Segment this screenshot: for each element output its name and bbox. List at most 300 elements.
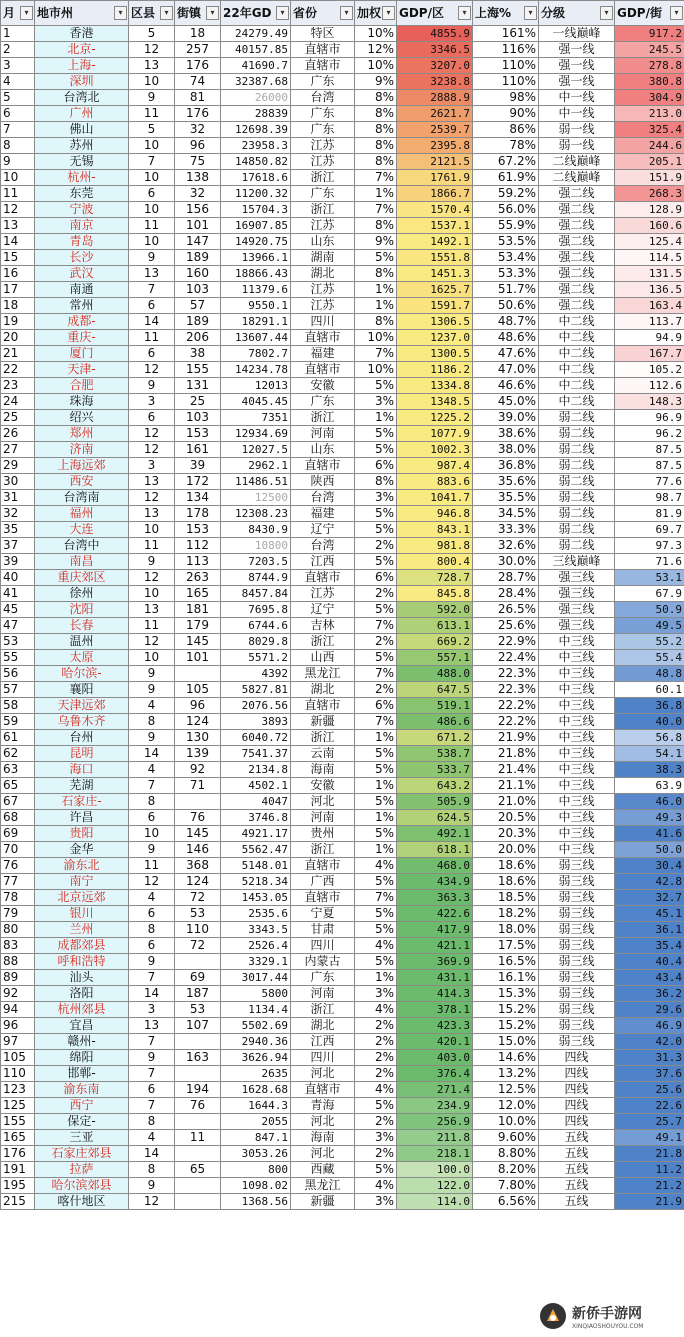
city-cell[interactable]: 无锡 [35,154,129,170]
province-cell[interactable]: 直辖市 [291,58,355,74]
city-cell[interactable]: 天津远郊 [35,698,129,714]
district-count-cell[interactable]: 6 [129,1082,175,1098]
shanghai-ratio-cell[interactable]: 110% [473,74,539,90]
city-cell[interactable]: 渝东北 [35,858,129,874]
province-cell[interactable]: 台湾 [291,490,355,506]
district-count-cell[interactable]: 12 [129,634,175,650]
gdp-per-district-cell[interactable]: 728.7 [397,570,473,586]
gdp-cell[interactable]: 12027.5 [221,442,291,458]
weight-cell[interactable]: 6% [355,458,397,474]
street-count-cell[interactable]: 187 [175,986,221,1002]
gdp-per-street-cell[interactable]: 35.4 [615,938,684,954]
rank-cell[interactable]: 6 [1,106,35,122]
province-cell[interactable]: 河北 [291,1114,355,1130]
gdp-per-street-cell[interactable]: 160.6 [615,218,684,234]
weight-cell[interactable]: 1% [355,186,397,202]
gdp-per-street-cell[interactable]: 55.4 [615,650,684,666]
province-cell[interactable]: 河南 [291,810,355,826]
gdp-cell[interactable]: 7695.8 [221,602,291,618]
tier-cell[interactable]: 中二线 [539,394,615,410]
weight-cell[interactable]: 4% [355,1002,397,1018]
gdp-cell[interactable]: 2134.8 [221,762,291,778]
gdp-per-street-cell[interactable]: 42.8 [615,874,684,890]
shanghai-ratio-cell[interactable]: 21.1% [473,778,539,794]
weight-cell[interactable]: 10% [355,58,397,74]
rank-cell[interactable]: 96 [1,1018,35,1034]
district-count-cell[interactable]: 11 [129,618,175,634]
column-header[interactable] [473,1,539,26]
weight-cell[interactable]: 3% [355,1194,397,1210]
weight-cell[interactable]: 8% [355,266,397,282]
district-count-cell[interactable]: 6 [129,346,175,362]
street-count-cell[interactable]: 72 [175,890,221,906]
city-cell[interactable]: 西安 [35,474,129,490]
city-cell[interactable]: 上海- [35,58,129,74]
district-count-cell[interactable]: 9 [129,954,175,970]
rank-cell[interactable]: 155 [1,1114,35,1130]
gdp-cell[interactable]: 2940.36 [221,1034,291,1050]
street-count-cell[interactable]: 96 [175,138,221,154]
district-count-cell[interactable]: 9 [129,378,175,394]
filter-dropdown-icon[interactable]: ▾ [340,6,353,20]
weight-cell[interactable]: 9% [355,74,397,90]
street-count-cell[interactable]: 96 [175,698,221,714]
rank-cell[interactable]: 176 [1,1146,35,1162]
weight-cell[interactable]: 4% [355,1178,397,1194]
city-cell[interactable]: 成都郊县 [35,938,129,954]
shanghai-ratio-cell[interactable]: 10.0% [473,1114,539,1130]
rank-cell[interactable]: 7 [1,122,35,138]
gdp-per-street-cell[interactable]: 87.5 [615,458,684,474]
gdp-per-street-cell[interactable]: 69.7 [615,522,684,538]
gdp-per-street-cell[interactable]: 148.3 [615,394,684,410]
province-cell[interactable]: 直辖市 [291,890,355,906]
street-count-cell[interactable]: 75 [175,154,221,170]
shanghai-ratio-cell[interactable]: 34.5% [473,506,539,522]
province-cell[interactable]: 陕西 [291,474,355,490]
gdp-per-district-cell[interactable]: 505.9 [397,794,473,810]
city-cell[interactable]: 台州 [35,730,129,746]
tier-cell[interactable]: 弱三线 [539,954,615,970]
gdp-per-district-cell[interactable]: 883.6 [397,474,473,490]
tier-cell[interactable]: 二线巅峰 [539,170,615,186]
city-cell[interactable]: 南宁 [35,874,129,890]
gdp-per-street-cell[interactable]: 36.2 [615,986,684,1002]
street-count-cell[interactable]: 181 [175,602,221,618]
gdp-per-street-cell[interactable]: 22.6 [615,1098,684,1114]
rank-cell[interactable]: 25 [1,410,35,426]
city-cell[interactable]: 广州 [35,106,129,122]
gdp-per-district-cell[interactable]: 981.8 [397,538,473,554]
gdp-per-street-cell[interactable]: 43.4 [615,970,684,986]
gdp-cell[interactable]: 12934.69 [221,426,291,442]
weight-cell[interactable]: 2% [355,586,397,602]
province-cell[interactable]: 广东 [291,186,355,202]
rank-cell[interactable]: 123 [1,1082,35,1098]
gdp-per-district-cell[interactable]: 1591.7 [397,298,473,314]
district-count-cell[interactable]: 10 [129,586,175,602]
gdp-cell[interactable]: 6744.6 [221,618,291,634]
tier-cell[interactable]: 中一线 [539,90,615,106]
tier-cell[interactable]: 五线 [539,1130,615,1146]
city-cell[interactable]: 宜昌 [35,1018,129,1034]
city-cell[interactable]: 洛阳 [35,986,129,1002]
weight-cell[interactable]: 7% [355,714,397,730]
city-cell[interactable]: 台湾中 [35,538,129,554]
gdp-per-street-cell[interactable]: 131.5 [615,266,684,282]
shanghai-ratio-cell[interactable]: 51.7% [473,282,539,298]
gdp-per-street-cell[interactable]: 56.8 [615,730,684,746]
filter-dropdown-icon[interactable]: ▾ [458,6,471,20]
tier-cell[interactable]: 弱二线 [539,458,615,474]
district-count-cell[interactable]: 4 [129,890,175,906]
district-count-cell[interactable]: 6 [129,906,175,922]
gdp-per-street-cell[interactable]: 32.7 [615,890,684,906]
gdp-per-street-cell[interactable]: 25.6 [615,1082,684,1098]
rank-cell[interactable]: 53 [1,634,35,650]
tier-cell[interactable]: 弱一线 [539,122,615,138]
street-count-cell[interactable]: 38 [175,346,221,362]
rank-cell[interactable]: 2 [1,42,35,58]
filter-dropdown-icon[interactable]: ▾ [276,6,289,20]
weight-cell[interactable]: 5% [355,794,397,810]
province-cell[interactable]: 山东 [291,442,355,458]
gdp-cell[interactable]: 3893 [221,714,291,730]
city-cell[interactable]: 佛山 [35,122,129,138]
gdp-per-district-cell[interactable]: 1306.5 [397,314,473,330]
city-cell[interactable]: 温州 [35,634,129,650]
gdp-per-district-cell[interactable]: 376.4 [397,1066,473,1082]
gdp-per-street-cell[interactable]: 45.1 [615,906,684,922]
street-count-cell[interactable]: 145 [175,826,221,842]
shanghai-ratio-cell[interactable]: 116% [473,42,539,58]
gdp-cell[interactable]: 12308.23 [221,506,291,522]
gdp-cell[interactable]: 5800 [221,986,291,1002]
rank-cell[interactable]: 105 [1,1050,35,1066]
shanghai-ratio-cell[interactable]: 21.9% [473,730,539,746]
city-cell[interactable]: 成都- [35,314,129,330]
gdp-per-street-cell[interactable]: 96.2 [615,426,684,442]
filter-dropdown-icon[interactable]: ▾ [114,6,127,20]
street-count-cell[interactable]: 53 [175,906,221,922]
province-cell[interactable]: 江西 [291,554,355,570]
filter-dropdown-icon[interactable]: ▾ [20,6,33,20]
district-count-cell[interactable]: 8 [129,1162,175,1178]
shanghai-ratio-cell[interactable]: 9.60% [473,1130,539,1146]
rank-cell[interactable]: 40 [1,570,35,586]
rank-cell[interactable]: 68 [1,810,35,826]
weight-cell[interactable]: 2% [355,1050,397,1066]
street-count-cell[interactable]: 147 [175,234,221,250]
street-count-cell[interactable]: 65 [175,1162,221,1178]
gdp-cell[interactable]: 2962.1 [221,458,291,474]
filter-dropdown-icon[interactable]: ▾ [382,6,395,20]
city-cell[interactable]: 沈阳 [35,602,129,618]
rank-cell[interactable]: 1 [1,26,35,42]
city-cell[interactable]: 汕头 [35,970,129,986]
gdp-cell[interactable]: 28839 [221,106,291,122]
gdp-per-district-cell[interactable]: 592.0 [397,602,473,618]
province-cell[interactable]: 河北 [291,1146,355,1162]
rank-cell[interactable]: 3 [1,58,35,74]
weight-cell[interactable]: 2% [355,1018,397,1034]
weight-cell[interactable]: 2% [355,1146,397,1162]
weight-cell[interactable]: 1% [355,778,397,794]
district-count-cell[interactable]: 4 [129,698,175,714]
province-cell[interactable]: 新疆 [291,1194,355,1210]
district-count-cell[interactable]: 8 [129,794,175,810]
weight-cell[interactable]: 8% [355,90,397,106]
gdp-cell[interactable]: 5562.47 [221,842,291,858]
gdp-per-district-cell[interactable]: 1866.7 [397,186,473,202]
tier-cell[interactable]: 弱三线 [539,938,615,954]
city-cell[interactable]: 厦门 [35,346,129,362]
gdp-cell[interactable]: 1644.3 [221,1098,291,1114]
city-cell[interactable]: 赣州- [35,1034,129,1050]
gdp-cell[interactable]: 3017.44 [221,970,291,986]
shanghai-ratio-cell[interactable]: 26.5% [473,602,539,618]
tier-cell[interactable]: 弱二线 [539,442,615,458]
province-cell[interactable]: 海南 [291,1130,355,1146]
rank-cell[interactable]: 94 [1,1002,35,1018]
gdp-cell[interactable]: 17618.6 [221,170,291,186]
gdp-cell[interactable]: 11379.6 [221,282,291,298]
tier-cell[interactable]: 四线 [539,1066,615,1082]
tier-cell[interactable]: 强二线 [539,218,615,234]
weight-cell[interactable]: 8% [355,122,397,138]
shanghai-ratio-cell[interactable]: 28.4% [473,586,539,602]
weight-cell[interactable]: 5% [355,442,397,458]
district-count-cell[interactable]: 13 [129,602,175,618]
gdp-per-district-cell[interactable]: 3238.8 [397,74,473,90]
province-cell[interactable]: 广东 [291,970,355,986]
city-cell[interactable]: 深圳 [35,74,129,90]
filter-dropdown-icon[interactable]: ▾ [206,6,219,20]
gdp-per-street-cell[interactable]: 60.1 [615,682,684,698]
gdp-per-street-cell[interactable]: 40.4 [615,954,684,970]
shanghai-ratio-cell[interactable]: 20.3% [473,826,539,842]
province-cell[interactable]: 江苏 [291,138,355,154]
gdp-per-street-cell[interactable]: 151.9 [615,170,684,186]
gdp-cell[interactable]: 2526.4 [221,938,291,954]
street-count-cell[interactable]: 124 [175,714,221,730]
district-count-cell[interactable]: 10 [129,170,175,186]
gdp-per-street-cell[interactable]: 50.9 [615,602,684,618]
tier-cell[interactable]: 中三线 [539,714,615,730]
district-count-cell[interactable]: 9 [129,90,175,106]
gdp-per-district-cell[interactable]: 234.9 [397,1098,473,1114]
gdp-per-district-cell[interactable]: 420.1 [397,1034,473,1050]
rank-cell[interactable]: 30 [1,474,35,490]
rank-cell[interactable]: 29 [1,458,35,474]
weight-cell[interactable]: 1% [355,410,397,426]
gdp-per-street-cell[interactable]: 113.7 [615,314,684,330]
shanghai-ratio-cell[interactable]: 20.5% [473,810,539,826]
weight-cell[interactable]: 1% [355,970,397,986]
tier-cell[interactable]: 弱三线 [539,1018,615,1034]
gdp-per-district-cell[interactable]: 3346.5 [397,42,473,58]
weight-cell[interactable]: 6% [355,698,397,714]
tier-cell[interactable]: 五线 [539,1194,615,1210]
gdp-per-district-cell[interactable]: 1002.3 [397,442,473,458]
district-count-cell[interactable]: 9 [129,1050,175,1066]
street-count-cell[interactable]: 103 [175,410,221,426]
street-count-cell[interactable]: 101 [175,218,221,234]
rank-cell[interactable]: 79 [1,906,35,922]
province-cell[interactable]: 河北 [291,1066,355,1082]
district-count-cell[interactable]: 10 [129,522,175,538]
gdp-per-district-cell[interactable]: 1761.9 [397,170,473,186]
shanghai-ratio-cell[interactable]: 33.3% [473,522,539,538]
gdp-cell[interactable]: 18866.43 [221,266,291,282]
gdp-per-street-cell[interactable]: 325.4 [615,122,684,138]
tier-cell[interactable]: 弱一线 [539,138,615,154]
gdp-per-district-cell[interactable]: 533.7 [397,762,473,778]
street-count-cell[interactable]: 189 [175,314,221,330]
weight-cell[interactable]: 1% [355,842,397,858]
gdp-per-district-cell[interactable]: 557.1 [397,650,473,666]
district-count-cell[interactable]: 9 [129,666,175,682]
weight-cell[interactable]: 7% [355,890,397,906]
tier-cell[interactable]: 中二线 [539,330,615,346]
weight-cell[interactable]: 8% [355,314,397,330]
tier-cell[interactable]: 弱二线 [539,522,615,538]
shanghai-ratio-cell[interactable]: 16.1% [473,970,539,986]
province-cell[interactable]: 西藏 [291,1162,355,1178]
tier-cell[interactable]: 强一线 [539,42,615,58]
shanghai-ratio-cell[interactable]: 21.0% [473,794,539,810]
gdp-per-street-cell[interactable]: 128.9 [615,202,684,218]
tier-cell[interactable]: 中三线 [539,666,615,682]
city-cell[interactable]: 重庆- [35,330,129,346]
weight-cell[interactable]: 7% [355,202,397,218]
district-count-cell[interactable]: 7 [129,1098,175,1114]
province-cell[interactable]: 浙江 [291,730,355,746]
gdp-per-street-cell[interactable]: 49.3 [615,810,684,826]
shanghai-ratio-cell[interactable]: 45.0% [473,394,539,410]
street-count-cell[interactable] [175,1034,221,1050]
gdp-per-street-cell[interactable]: 136.5 [615,282,684,298]
province-cell[interactable]: 江苏 [291,218,355,234]
province-cell[interactable]: 山东 [291,234,355,250]
shanghai-ratio-cell[interactable]: 18.5% [473,890,539,906]
city-cell[interactable]: 渝东南 [35,1082,129,1098]
street-count-cell[interactable]: 165 [175,586,221,602]
city-cell[interactable]: 太原 [35,650,129,666]
street-count-cell[interactable]: 153 [175,522,221,538]
rank-cell[interactable]: 32 [1,506,35,522]
gdp-per-street-cell[interactable]: 36.8 [615,698,684,714]
district-count-cell[interactable]: 14 [129,314,175,330]
city-cell[interactable]: 南昌 [35,554,129,570]
gdp-cell[interactable]: 7541.37 [221,746,291,762]
weight-cell[interactable]: 4% [355,938,397,954]
street-count-cell[interactable]: 32 [175,122,221,138]
street-count-cell[interactable] [175,1194,221,1210]
gdp-per-district-cell[interactable]: 369.9 [397,954,473,970]
shanghai-ratio-cell[interactable]: 32.6% [473,538,539,554]
province-cell[interactable]: 青海 [291,1098,355,1114]
province-cell[interactable]: 浙江 [291,170,355,186]
gdp-cell[interactable]: 15704.3 [221,202,291,218]
district-count-cell[interactable]: 4 [129,762,175,778]
rank-cell[interactable]: 88 [1,954,35,970]
shanghai-ratio-cell[interactable]: 8.80% [473,1146,539,1162]
city-cell[interactable]: 三亚 [35,1130,129,1146]
district-count-cell[interactable]: 5 [129,122,175,138]
street-count-cell[interactable]: 81 [175,90,221,106]
province-cell[interactable]: 湖南 [291,250,355,266]
gdp-per-district-cell[interactable]: 363.3 [397,890,473,906]
tier-cell[interactable]: 四线 [539,1098,615,1114]
city-cell[interactable]: 石家庄郊县 [35,1146,129,1162]
street-count-cell[interactable]: 71 [175,778,221,794]
gdp-per-street-cell[interactable]: 268.3 [615,186,684,202]
province-cell[interactable]: 河南 [291,986,355,1002]
district-count-cell[interactable]: 9 [129,730,175,746]
province-cell[interactable]: 广西 [291,874,355,890]
tier-cell[interactable]: 中二线 [539,346,615,362]
district-count-cell[interactable]: 6 [129,410,175,426]
street-count-cell[interactable] [175,1066,221,1082]
street-count-cell[interactable]: 103 [175,282,221,298]
city-cell[interactable]: 许昌 [35,810,129,826]
gdp-per-street-cell[interactable]: 42.0 [615,1034,684,1050]
gdp-cell[interactable]: 8430.9 [221,522,291,538]
gdp-cell[interactable]: 5148.01 [221,858,291,874]
street-count-cell[interactable]: 39 [175,458,221,474]
gdp-cell[interactable]: 800 [221,1162,291,1178]
weight-cell[interactable]: 10% [355,330,397,346]
tier-cell[interactable]: 弱三线 [539,890,615,906]
district-count-cell[interactable]: 7 [129,154,175,170]
weight-cell[interactable]: 2% [355,1034,397,1050]
city-cell[interactable]: 海口 [35,762,129,778]
gdp-per-street-cell[interactable]: 71.6 [615,554,684,570]
tier-cell[interactable]: 弱三线 [539,858,615,874]
shanghai-ratio-cell[interactable]: 15.3% [473,986,539,1002]
gdp-per-district-cell[interactable]: 618.1 [397,842,473,858]
street-count-cell[interactable] [175,666,221,682]
tier-cell[interactable]: 中三线 [539,650,615,666]
gdp-per-street-cell[interactable]: 213.0 [615,106,684,122]
rank-cell[interactable]: 83 [1,938,35,954]
street-count-cell[interactable]: 160 [175,266,221,282]
gdp-per-district-cell[interactable]: 434.9 [397,874,473,890]
district-count-cell[interactable]: 13 [129,58,175,74]
weight-cell[interactable]: 7% [355,170,397,186]
gdp-per-street-cell[interactable]: 46.0 [615,794,684,810]
gdp-per-street-cell[interactable]: 304.9 [615,90,684,106]
district-count-cell[interactable]: 6 [129,298,175,314]
city-cell[interactable]: 青岛 [35,234,129,250]
rank-cell[interactable]: 92 [1,986,35,1002]
weight-cell[interactable]: 3% [355,490,397,506]
gdp-per-street-cell[interactable]: 41.6 [615,826,684,842]
province-cell[interactable]: 四川 [291,1050,355,1066]
rank-cell[interactable]: 80 [1,922,35,938]
district-count-cell[interactable]: 11 [129,538,175,554]
tier-cell[interactable]: 中二线 [539,362,615,378]
gdp-per-district-cell[interactable]: 486.6 [397,714,473,730]
street-count-cell[interactable]: 263 [175,570,221,586]
gdp-cell[interactable]: 5502.69 [221,1018,291,1034]
city-cell[interactable]: 天津- [35,362,129,378]
weight-cell[interactable]: 1% [355,282,397,298]
street-count-cell[interactable]: 105 [175,682,221,698]
province-cell[interactable]: 吉林 [291,618,355,634]
gdp-per-street-cell[interactable]: 167.7 [615,346,684,362]
